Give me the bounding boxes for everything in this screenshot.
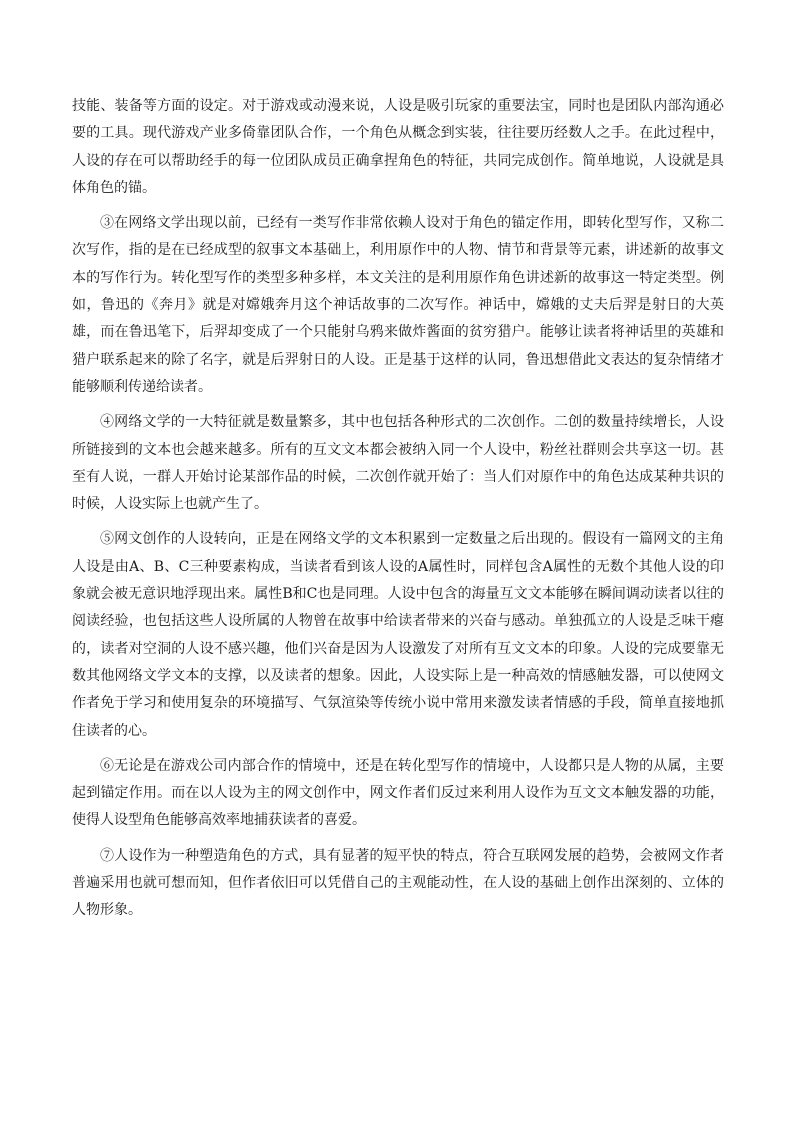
paragraph-3: ③在网络文学出现以前，已经有一类写作非常依赖人设对于角色的锚定作用，即转化型写作，又称二次写作，指的是在已经成型的叙事文本基础上，利用原作中的人物、情节和背景等元素，讲述新的故事文本的写作行为。转化型写作的类型多种多样，本文关注的是利用原作角色讲述新的故事这一特定类型。例如，鲁迅的《奔月》就是对嫦娥奔月这个神话故事的二次写作。神话中，嫦娥的丈夫后羿是射日的大英雄，而在鲁迅笔下，后羿却变成了一个只能射乌鸦来做炸酱面的贫穷猎户。能够让读者将神话里的英雄和猎户联系起来的除了名字，就是后羿射日的人设。正是基于这样的认同，鲁迅想借此文表达的复杂情绪才能够顺利传递给读者。 xyxy=(72,215,724,395)
paragraph-continued: 技能、装备等方面的设定。对于游戏或动漫来说，人设是吸引玩家的重要法宝，同时也是团队内部沟通必要的工具。现代游戏产业多倚靠团队合作，一个角色从概念到实装，往往要历经数人之手。在此过程中，人设的存在可以帮助经手的每一位团队成员正确拿捏角色的特征，共同完成创作。简单地说，人设就是具体角色的锚。 xyxy=(72,98,724,196)
paragraph-5: ⑤网文创作的人设转向，正是在网络文学的文本积累到一定数量之后出现的。假设有一篇网文的主角人设是由A、B、C三种要素构成，当读者看到该人设的A属性时，同样包含A属性的无数个其他人设的印象就会被无意识地浮现出来。属性B和C也是同理。人设中包含的海量互文文本能够在瞬间调动读者以往的阅读经验，也包括这些人设所属的人物曾在故事中给读者带来的兴奋与感动。单独孤立的人设是乏味干瘪的，读者对空洞的人设不感兴趣，他们兴奋是因为人设激发了对所有互文文本的印象。人设的完成要靠无数其他网络文学文本的支撑，以及读者的想象。因此，人设实际上是一种高效的情感触发器，可以使网文作者免于学习和使用复杂的环境描写、气氛渲染等传统小说中常用来激发读者情感的手段，简单直接地抓住读者的心。 xyxy=(72,531,724,739)
paragraph-6: ⑥无论是在游戏公司内部合作的情境中，还是在转化型写作的情境中，人设都只是人物的从属，主要起到锚定作用。而在以人设为主的网文创作中，网文作者们反过来利用人设作为互文文本触发器的功能，使得人设型角色能够高效率地捕获读者的喜爱。 xyxy=(72,757,724,829)
paragraph-4: ④网络文学的一大特征就是数量繁多，其中也包括各种形式的二次创作。二创的数量持续增长，人设所链接到的文本也会越来越多。所有的互文文本都会被纳入同一个人设中，粉丝社群则会共享这一切。甚至有人说，一群人开始讨论某部作品的时候，二次创作就开始了：当人们对原作中的角色达成某种共识的时候，人设实际上也就产生了。 xyxy=(72,414,724,513)
document-body xyxy=(72,93,724,933)
paragraph-7: ⑦人设作为一种塑造角色的方式，具有显著的短平快的特点，符合互联网发展的趋势，会被网文作者普遍采用也就可想而知，但作者依旧可以凭借自己的主观能动性，在人设的基础上创作出深刻的、立体的人物形象。 xyxy=(72,847,724,919)
